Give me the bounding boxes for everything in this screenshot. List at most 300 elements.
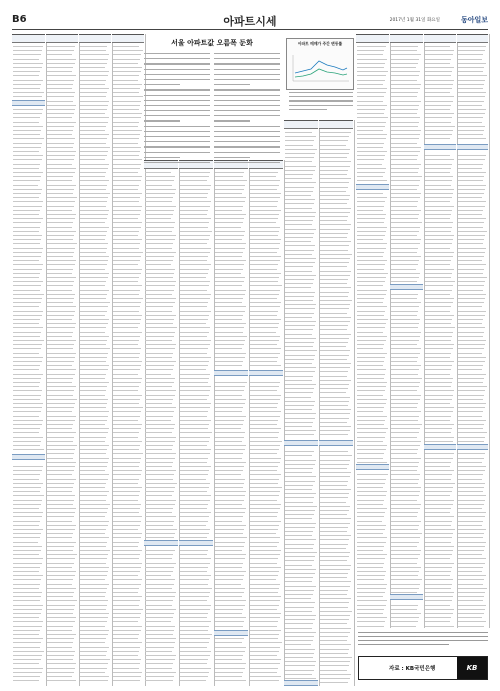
table-row	[215, 403, 245, 404]
table-row	[320, 132, 351, 133]
table-row	[13, 252, 42, 253]
table-row	[425, 508, 451, 509]
table-row	[180, 344, 210, 345]
table-row	[80, 621, 107, 622]
text-line	[144, 63, 210, 64]
table-row	[285, 476, 316, 477]
table-row	[391, 487, 421, 488]
table-row	[80, 495, 107, 496]
table-row	[320, 649, 349, 650]
table-row	[13, 411, 41, 412]
table-row	[250, 319, 281, 320]
text-line	[214, 126, 280, 127]
table-row	[425, 256, 453, 257]
table-row	[357, 54, 383, 55]
table-row	[250, 302, 281, 303]
table-row	[80, 508, 108, 509]
table-row	[391, 96, 417, 97]
table-row	[391, 525, 419, 526]
table-row	[215, 487, 243, 488]
table-row	[357, 67, 384, 68]
table-row	[13, 357, 43, 358]
table-row	[250, 495, 279, 496]
table-row	[425, 243, 452, 244]
table-row	[47, 117, 72, 118]
table-row	[320, 136, 349, 137]
table-row	[250, 206, 277, 207]
table-row	[47, 59, 76, 60]
table-row	[425, 71, 452, 72]
table-row	[391, 571, 419, 572]
table-row	[458, 458, 484, 459]
table-row	[458, 550, 484, 551]
table-row	[47, 75, 76, 76]
table-row	[180, 399, 207, 400]
table-row	[250, 332, 276, 333]
table-row	[215, 277, 245, 278]
table-row	[215, 441, 242, 442]
table-row	[458, 138, 486, 139]
table-row	[458, 88, 483, 89]
table-row	[458, 369, 482, 370]
table-row	[215, 176, 243, 177]
table-row	[285, 661, 316, 662]
table-row	[391, 239, 421, 240]
table-row	[13, 327, 43, 328]
table-row	[47, 374, 75, 375]
table-row	[391, 264, 418, 265]
table-row	[145, 508, 173, 509]
table-row	[391, 588, 419, 589]
table-row	[320, 321, 350, 322]
table-row	[215, 512, 245, 513]
table-row	[80, 117, 109, 118]
table-row	[145, 483, 177, 484]
table-row	[80, 542, 107, 543]
table-row	[113, 453, 143, 454]
table-row	[425, 390, 454, 391]
table-row	[47, 659, 73, 660]
table-row	[458, 500, 485, 501]
table-row	[357, 588, 386, 589]
table-row	[357, 521, 382, 522]
table-row	[425, 512, 450, 513]
table-row	[80, 411, 109, 412]
table-row	[357, 105, 387, 106]
table-row	[458, 218, 486, 219]
table-row	[145, 416, 173, 417]
table-row	[13, 449, 44, 450]
table-row	[285, 342, 314, 343]
table-row	[13, 340, 44, 341]
table-row	[391, 516, 417, 517]
table-row	[357, 323, 386, 324]
table-row	[357, 285, 383, 286]
table-row	[320, 598, 351, 599]
table-row	[357, 395, 383, 396]
table-row	[145, 252, 176, 253]
table-row	[285, 199, 315, 200]
table-row	[320, 569, 350, 570]
table-row	[391, 319, 420, 320]
table-row	[285, 149, 317, 150]
table-row	[80, 80, 106, 81]
table-row	[285, 325, 315, 326]
table-row	[145, 332, 175, 333]
table-row	[391, 542, 419, 543]
table-row	[391, 332, 421, 333]
table-row	[320, 560, 347, 561]
table-row	[13, 642, 41, 643]
table-row	[145, 411, 174, 412]
table-row	[47, 231, 76, 232]
table-row	[47, 382, 72, 383]
table-row	[215, 575, 244, 576]
table-row	[13, 63, 43, 64]
text-line	[214, 110, 280, 111]
table-row	[13, 399, 40, 400]
table-row	[145, 579, 175, 580]
table-row	[113, 327, 138, 328]
table-row	[425, 109, 450, 110]
sponsor-box	[358, 656, 488, 680]
table-row	[113, 642, 142, 643]
table-row	[80, 50, 106, 51]
table-row	[47, 630, 72, 631]
table-row	[13, 96, 42, 97]
table-row	[47, 491, 72, 492]
table-row	[357, 621, 385, 622]
table-row	[13, 445, 40, 446]
table-row	[80, 201, 107, 202]
table-row	[215, 462, 246, 463]
table-row	[357, 529, 385, 530]
table-row	[458, 546, 485, 547]
table-row	[13, 386, 39, 387]
table-row	[47, 605, 75, 606]
table-row	[13, 185, 38, 186]
table-row	[320, 224, 351, 225]
table-row	[113, 558, 139, 559]
table-row	[425, 432, 451, 433]
region-header	[144, 540, 178, 546]
table-row	[458, 462, 482, 463]
table-row	[391, 273, 420, 274]
table-row	[320, 577, 347, 578]
table-row	[425, 126, 455, 127]
table-row	[425, 470, 454, 471]
table-row	[47, 399, 77, 400]
table-row	[357, 504, 383, 505]
table-row	[180, 298, 210, 299]
table-row	[47, 109, 75, 110]
table-row	[180, 554, 207, 555]
table-row	[113, 672, 142, 673]
table-row	[47, 353, 76, 354]
table-row	[145, 294, 172, 295]
table-row	[357, 382, 387, 383]
text-line	[144, 131, 210, 132]
table-row	[458, 294, 486, 295]
table-row	[250, 575, 278, 576]
table-row	[285, 556, 315, 557]
table-row	[47, 432, 76, 433]
table-row	[357, 449, 386, 450]
table-row	[285, 195, 311, 196]
table-row	[180, 348, 208, 349]
table-row	[180, 449, 211, 450]
table-row	[320, 363, 351, 364]
table-row	[458, 567, 483, 568]
table-row	[357, 357, 385, 358]
table-row	[215, 495, 245, 496]
table-row	[357, 344, 384, 345]
table-row	[145, 273, 174, 274]
table-row	[180, 302, 208, 303]
table-row	[113, 239, 142, 240]
table-row	[285, 636, 314, 637]
table-row	[250, 441, 282, 442]
table-row	[145, 563, 176, 564]
table-row	[391, 176, 422, 177]
table-row	[80, 533, 105, 534]
table-row	[357, 214, 386, 215]
table-row	[145, 479, 173, 480]
table-row	[250, 197, 280, 198]
table-row	[320, 292, 349, 293]
table-row	[13, 512, 43, 513]
table-row	[285, 191, 313, 192]
table-row	[320, 397, 350, 398]
table-row	[47, 512, 75, 513]
table-row	[458, 617, 482, 618]
table-row	[145, 395, 175, 396]
table-row	[425, 75, 451, 76]
table-row	[250, 470, 277, 471]
table-row	[145, 189, 176, 190]
table-row	[285, 644, 311, 645]
table-row	[80, 428, 109, 429]
table-row	[285, 523, 316, 524]
table-row	[145, 537, 174, 538]
table-row	[425, 80, 454, 81]
table-row	[391, 306, 419, 307]
table-row	[47, 206, 74, 207]
table-row	[113, 260, 140, 261]
table-row	[215, 319, 242, 320]
table-row	[458, 613, 484, 614]
table-row	[285, 455, 312, 456]
table-row	[320, 644, 351, 645]
table-row	[80, 361, 106, 362]
table-row	[285, 174, 313, 175]
table-row	[47, 504, 73, 505]
table-row	[357, 273, 388, 274]
table-row	[47, 302, 73, 303]
table-row	[180, 563, 210, 564]
table-row	[320, 371, 348, 372]
table-row	[357, 122, 386, 123]
table-row	[47, 315, 74, 316]
text-line	[144, 162, 210, 163]
table-row	[391, 75, 419, 76]
table-row	[250, 172, 278, 173]
table-row	[13, 348, 41, 349]
table-row	[113, 105, 140, 106]
table-row	[113, 441, 142, 442]
table-row	[180, 500, 210, 501]
table-row	[145, 655, 176, 656]
table-row	[80, 54, 109, 55]
table-row	[215, 302, 242, 303]
table-row	[145, 231, 172, 232]
table-row	[425, 50, 454, 51]
table-row	[145, 227, 174, 228]
table-row	[250, 227, 280, 228]
table-row	[113, 168, 140, 169]
table-row	[250, 243, 280, 244]
table-row	[458, 596, 484, 597]
table-row	[13, 508, 39, 509]
table-row	[320, 329, 347, 330]
table-row	[425, 172, 450, 173]
table-row	[250, 613, 281, 614]
table-row	[145, 302, 175, 303]
table-row	[458, 75, 487, 76]
table-row	[113, 533, 142, 534]
table-row	[357, 500, 384, 501]
table-row	[145, 634, 173, 635]
table-row	[285, 632, 316, 633]
table-row	[285, 565, 312, 566]
table-row	[13, 298, 42, 299]
table-row	[113, 311, 139, 312]
table-row	[285, 409, 312, 410]
table-row	[391, 126, 418, 127]
table-row	[215, 260, 246, 261]
table-row	[285, 308, 315, 309]
table-row	[180, 584, 208, 585]
table-row	[215, 663, 246, 664]
table-row	[113, 374, 138, 375]
table-row	[113, 54, 141, 55]
text-line	[144, 120, 180, 121]
table-row	[320, 262, 349, 263]
table-row	[357, 525, 386, 526]
table-row	[425, 59, 451, 60]
text-line	[144, 152, 210, 153]
table-row	[357, 491, 387, 492]
table-row	[215, 655, 243, 656]
table-row	[320, 527, 348, 528]
table-row	[391, 407, 417, 408]
table-row	[13, 403, 43, 404]
table-row	[285, 657, 313, 658]
table-row	[80, 550, 110, 551]
table-row	[13, 592, 42, 593]
table-row	[113, 378, 142, 379]
table-row	[357, 197, 387, 198]
table-row	[180, 634, 212, 635]
table-row	[215, 218, 244, 219]
table-row	[215, 592, 244, 593]
table-row	[285, 594, 313, 595]
table-row	[320, 430, 350, 431]
table-row	[215, 395, 242, 396]
table-row	[80, 210, 109, 211]
table-row	[13, 407, 42, 408]
table-row	[180, 210, 208, 211]
table-row	[250, 571, 279, 572]
table-row	[425, 214, 451, 215]
table-row	[113, 680, 140, 681]
table-row	[145, 504, 175, 505]
table-row	[47, 256, 73, 257]
table-row	[320, 392, 346, 393]
table-row	[215, 453, 243, 454]
table-row	[215, 185, 245, 186]
table-row	[391, 550, 421, 551]
table-row	[47, 609, 74, 610]
text-line	[358, 644, 449, 645]
table-row	[357, 537, 387, 538]
table-row	[180, 264, 211, 265]
table-row	[47, 525, 76, 526]
table-row	[425, 554, 452, 555]
table-row	[357, 445, 387, 446]
table-row	[425, 92, 450, 93]
table-row	[357, 558, 385, 559]
table-row	[320, 149, 350, 150]
table-row	[357, 201, 385, 202]
table-row	[285, 401, 315, 402]
table-row	[425, 180, 452, 181]
table-row	[458, 302, 484, 303]
table-row	[320, 623, 347, 624]
table-row	[250, 361, 277, 362]
text-line	[214, 95, 280, 96]
table-row	[113, 458, 141, 459]
table-row	[47, 285, 73, 286]
table-row	[320, 455, 352, 456]
table-row	[391, 344, 417, 345]
table-row	[391, 554, 420, 555]
table-row	[47, 67, 73, 68]
table-row	[285, 304, 316, 305]
table-row	[391, 474, 420, 475]
table-row	[215, 336, 247, 337]
table-row	[458, 269, 484, 270]
table-row	[180, 386, 211, 387]
table-row	[80, 59, 108, 60]
table-row	[425, 231, 451, 232]
table-row	[357, 206, 384, 207]
table-row	[250, 500, 277, 501]
table-row	[47, 453, 74, 454]
table-row	[320, 506, 350, 507]
table-row	[458, 466, 486, 467]
table-row	[357, 269, 384, 270]
table-row	[357, 117, 388, 118]
table-row	[180, 176, 209, 177]
table-row	[425, 374, 450, 375]
table-row	[180, 491, 207, 492]
table-row	[285, 481, 315, 482]
table-row	[425, 584, 452, 585]
table-row	[47, 529, 75, 530]
table-row	[13, 235, 42, 236]
table-row	[180, 432, 212, 433]
